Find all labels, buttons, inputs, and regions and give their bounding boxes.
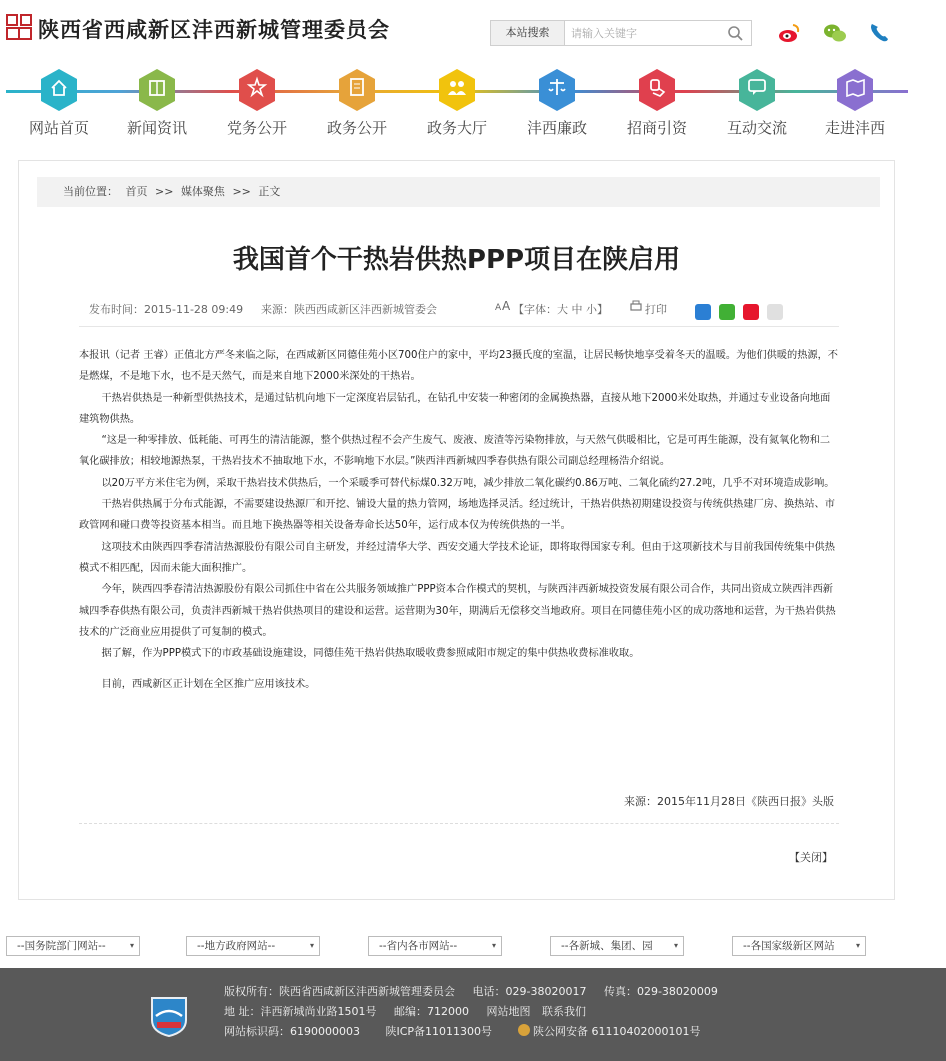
breadcrumb-current: 正文	[258, 185, 281, 198]
link-select-label: --各国家级新区网站	[743, 940, 835, 952]
dropdown-arrow-icon: ▾	[491, 941, 496, 950]
svg-text:A: A	[502, 299, 511, 313]
footer-site-id: 网站标识码：6190000003	[224, 1025, 360, 1038]
police-badge-icon	[518, 1024, 530, 1036]
search-input[interactable]	[571, 23, 721, 43]
article-paragraph: 这项技术由陕西四季春清洁热源股份有限公司自主研发，并经过清华大学、西安交通大学技术论证，即将取得国家专利。但由于这项新技术与目前我国传统集中供热模式不相匹配，因而未能大面积推广。	[79, 541, 835, 574]
link-select-state-council[interactable]	[6, 936, 140, 956]
print-icon	[629, 299, 643, 316]
meta-divider	[79, 326, 839, 327]
document-icon	[338, 68, 376, 112]
article-title: 我国首个干热岩供热PPP项目在陕启用	[232, 245, 681, 275]
nav-item-label: 政务公开	[326, 119, 387, 137]
scales-icon	[538, 68, 576, 112]
dropdown-arrow-icon: ▾	[673, 941, 678, 950]
nav-item-label: 网站首页	[28, 119, 89, 137]
nav-item-label: 互动交流	[726, 119, 787, 137]
nav-item[interactable]	[312, 64, 402, 142]
qq-share-icon[interactable]	[695, 304, 711, 320]
link-select-local-gov[interactable]	[186, 936, 320, 956]
nav-item[interactable]	[412, 64, 502, 142]
footer-icp-link[interactable]: 陕ICP备11011300号	[385, 1025, 493, 1038]
footer-contact-link[interactable]: 联系我们	[542, 1005, 586, 1018]
article-paragraph: 干热岩供热属于分布式能源，不需要建设热源厂和开挖、铺设大量的热力管网，场地选择灵活。经过统计，干热岩供热初期建设投资与传统供热建厂房、换热站、市政管网和碰口费等投资基本相当。而且地下换热器等相关设备寿命长达50年，运行成本仅为传统供热的一半。	[79, 499, 835, 532]
article-paragraph: 本报讯（记者 王睿）正值北方严冬来临之际，在西咸新区同德佳苑小区700住户的家中，平均23摄氏度的室温，让居民畅快地享受着冬天的温暖。为他们供暖的热源，不是燃煤，不是地下水，也不是天然气，而是来自地下2000米深处的干热岩。	[79, 350, 838, 383]
site-title[interactable]: 陕西省西咸新区沣西新城管理委员会	[38, 18, 390, 42]
nav-item[interactable]	[112, 64, 202, 142]
nav-item-label: 招商引资	[626, 119, 687, 137]
link-select-label: --地方政府网站--	[197, 940, 276, 952]
article-bottom-rule	[79, 823, 839, 824]
link-select-label: --各新城、集团、园	[561, 940, 653, 952]
article-paragraph: 据了解，作为PPP模式下的市政基础设施建设，同德佳苑干热岩供热取暖收费参照咸阳市规定的集中供热收费标准收取。	[101, 648, 640, 660]
article-source: 来源：陕西西咸新区沣西新城管委会	[261, 303, 437, 316]
footer-phone: 电话：029-38020017	[472, 985, 587, 998]
search-icon	[725, 23, 747, 43]
footer	[0, 968, 946, 1061]
chat-icon	[738, 68, 776, 112]
nav-item[interactable]	[712, 64, 802, 142]
breadcrumb	[37, 177, 880, 207]
link-select-province-cities[interactable]	[368, 936, 502, 956]
breadcrumb-section-link[interactable]: 媒体聚焦	[180, 185, 225, 198]
hand-icon	[638, 68, 676, 112]
article-body	[79, 345, 839, 696]
close-button[interactable]: 【关闭】	[789, 851, 833, 864]
dropdown-arrow-icon: ▾	[129, 941, 134, 950]
share-bar	[695, 304, 786, 320]
map-icon	[836, 68, 874, 112]
link-select-national-new-areas[interactable]	[732, 936, 866, 956]
article-paragraph: 干热岩供热是一种新型供热技术，是通过钻机向地下一定深度岩层钻孔，在钻孔中安装一种密闭的金属换热器，直接从地下2000米处取热，并通过专业设备向地面建筑物供热。	[79, 392, 831, 425]
breadcrumb-prefix: 当前位置：	[63, 185, 118, 198]
wechat-icon[interactable]	[822, 20, 848, 46]
search-box	[490, 20, 752, 46]
nav-item-label: 党务公开	[226, 119, 287, 137]
nav-item[interactable]	[810, 64, 900, 142]
footer-sitemap-link[interactable]: 网站地图	[486, 1005, 531, 1018]
breadcrumb-separator: >>	[155, 185, 174, 198]
article-paragraph: 目前，西咸新区正计划在全区推广应用该技术。	[101, 679, 316, 691]
star-icon	[238, 68, 276, 112]
publish-time: 发布时间：2015-11-28 09:49	[89, 303, 244, 316]
breadcrumb-separator: >>	[232, 185, 251, 198]
font-size-switch[interactable]: 【字体：大 中 小】	[513, 303, 608, 316]
dropdown-arrow-icon: ▾	[309, 941, 314, 950]
print-button[interactable]: 打印	[645, 303, 667, 316]
main-nav	[0, 62, 946, 144]
font-size-icon	[495, 297, 513, 316]
link-select-label: --省内各市网站--	[379, 940, 458, 952]
search-scope-label[interactable]: 本站搜索	[491, 21, 565, 45]
header	[0, 0, 946, 60]
weibo-icon[interactable]	[776, 20, 802, 46]
article-paragraph: 以20万平方米住宅为例，采取干热岩技术供热后，一个采暖季可替代标煤0.32万吨，减少排放二氧化碳约0.86万吨、二氧化硫约27.2吨，几乎不对环境造成影响。	[101, 477, 835, 489]
link-select-new-cities[interactable]	[550, 936, 684, 956]
nav-item-label: 沣西廉政	[526, 119, 587, 137]
footer-police-link[interactable]: 陕公网安备 61110402000101号	[533, 1025, 701, 1038]
article-paragraph: 今年，陕西四季春清洁热源股份有限公司抓住中省在公共服务领域推广PPP资本合作模式的契机，与陕西沣西新城投资发展有限公司合作，共同出资成立陕西沣西新城四季春供热有限公司，负责沣西新城干热岩供热项目的建设和运营。运营期为30年，期满后无偿移交当地政府。项目在同德佳苑小区的成功落地和运营，为干热岩供热技术的广泛商业应用提供了可复制的模式。	[79, 584, 836, 638]
link-select-label: --国务院部门网站--	[17, 940, 106, 952]
more-share-icon[interactable]	[767, 304, 783, 320]
site-logo-icon[interactable]	[6, 14, 32, 40]
nav-item-label: 新闻资讯	[126, 119, 187, 137]
nav-item-label: 政务大厅	[426, 119, 487, 137]
nav-item-label: 走进沣西	[824, 119, 885, 137]
wechat-share-icon[interactable]	[719, 304, 735, 320]
book-icon	[138, 68, 176, 112]
related-links	[0, 936, 946, 960]
phone-icon[interactable]	[866, 20, 892, 46]
footer-info	[224, 982, 718, 1042]
weibo-share-icon[interactable]	[743, 304, 759, 320]
article-paragraph: “这是一种零排放、低耗能、可再生的清洁能源，整个供热过程不会产生废气、废液、废渣等污染物排放，与天然气供暖相比，它是可再生能源，没有氮氧化物和二氧化碳排放；相较地源热泵，干热岩技术不抽取地下水，不影响地下水层。”陕西沣西新城四季春供热有限公司副总经理杨浩介绍说。	[79, 435, 831, 468]
nav-item[interactable]	[512, 64, 602, 142]
article-original-source: 来源：2015年11月28日《陕西日报》头版	[624, 795, 834, 808]
nav-item[interactable]	[612, 64, 702, 142]
footer-postcode: 邮编：712000	[394, 1005, 469, 1018]
search-button[interactable]	[725, 23, 747, 43]
article-panel	[18, 160, 895, 900]
nav-item[interactable]	[14, 64, 104, 142]
people-icon	[438, 68, 476, 112]
footer-fax: 传真：029-38020009	[603, 985, 718, 998]
breadcrumb-home-link[interactable]: 首页	[125, 185, 148, 198]
footer-address: 地 址：沣西新城尚业路1501号	[224, 1005, 377, 1018]
svg-text:A: A	[495, 303, 502, 313]
dropdown-arrow-icon: ▾	[855, 941, 860, 950]
home-icon	[40, 68, 78, 112]
nav-item[interactable]	[212, 64, 302, 142]
footer-copyright: 版权所有：陕西省西咸新区沣西新城管理委员会	[224, 985, 455, 998]
gov-emblem-icon[interactable]	[148, 994, 190, 1038]
